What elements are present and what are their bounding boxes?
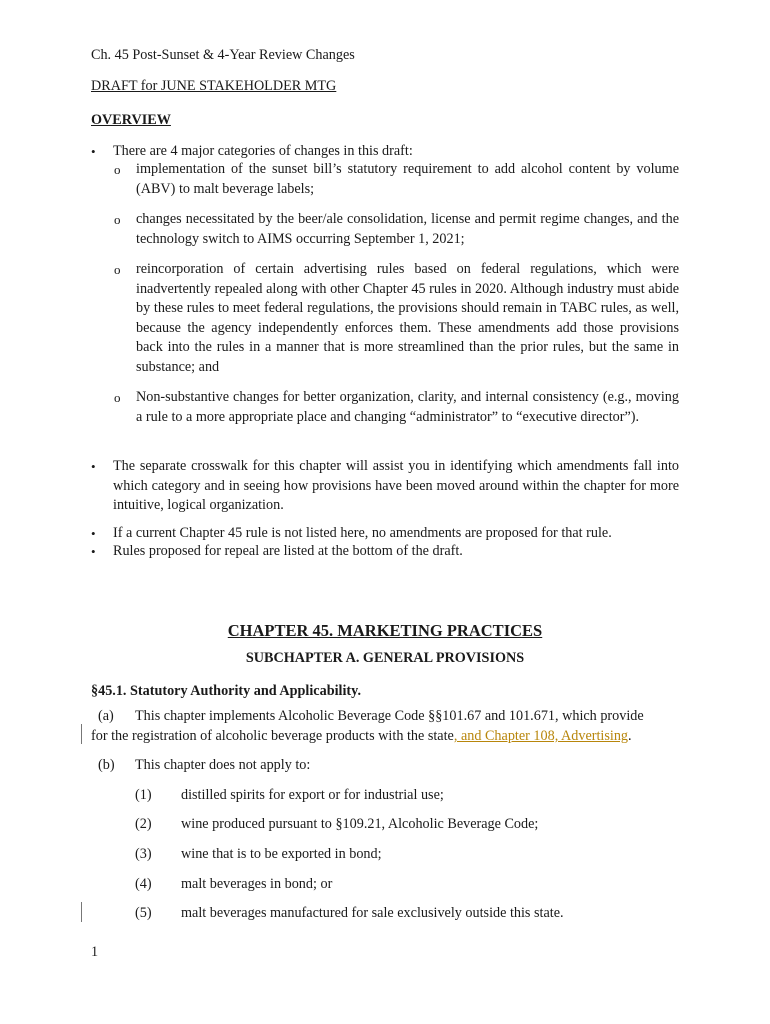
sub-bullet-marker: o [114, 262, 121, 277]
subsection-a-text: This chapter implements Alcoholic Beverage Code §§101.67 and 101.671, which provide [135, 708, 644, 724]
sub-bullet-text: implementation of the sunset bill’s statutory requirement to add alcohol content by volume (ABV) to malt beverage labels; [136, 161, 679, 197]
change-bar [81, 724, 82, 744]
subsection-a-text-line2: for the registration of alcoholic beverage products with the state [91, 728, 454, 744]
sub-bullet-marker: o [114, 212, 121, 227]
subsection-a-label: (a) [98, 708, 114, 724]
change-bar [81, 902, 82, 922]
page-number: 1 [91, 944, 99, 960]
draft-label: DRAFT for JUNE STAKEHOLDER MTG [91, 78, 337, 94]
item-number: (5) [135, 905, 152, 921]
subsection-a-period: . [628, 728, 632, 744]
sub-bullet-marker: o [114, 390, 121, 405]
item-text: malt beverages in bond; or [181, 876, 333, 892]
sub-bullet-text: changes necessitated by the beer/ale consolidation, license and permit regime changes, and the technology switch to AIMS occurring September 1, 2021; [136, 211, 679, 247]
inserted-text: , and Chapter 108, Advertising [453, 728, 629, 744]
bullet-text: There are 4 major categories of changes in this draft: [113, 143, 413, 159]
bullet-text: The separate crosswalk for this chapter will assist you in identifying which amendments fall into which category and in seeing how provisions have been moved around within the chapter for more intuitive, logical organization. [113, 458, 679, 513]
item-text: wine produced pursuant to §109.21, Alcoholic Beverage Code; [181, 816, 539, 832]
item-text: wine that is to be exported in bond; [181, 846, 382, 862]
item-text: distilled spirits for export or for industrial use; [181, 787, 444, 803]
subsection-b-label: (b) [98, 757, 115, 773]
bullet-marker: • [91, 544, 96, 559]
bullet-text: If a current Chapter 45 rule is not listed here, no amendments are proposed for that rule. [113, 525, 612, 541]
bullet-marker: • [91, 459, 96, 474]
sub-bullet-text: Non-substantive changes for better organization, clarity, and internal consistency (e.g., moving a rule to a more appropriate place and changing “administrator” to “executive director”). [136, 389, 679, 425]
subsection-a-continued [91, 727, 632, 747]
section-title: §45.1. Statutory Authority and Applicability. [91, 683, 361, 699]
item-number: (1) [135, 787, 152, 803]
subchapter-title: SUBCHAPTER A. GENERAL PROVISIONS [245, 650, 525, 666]
sub-bullet-marker: o [114, 162, 121, 177]
bullet-text: Rules proposed for repeal are listed at the bottom of the draft. [113, 543, 463, 559]
bullet-marker: • [91, 144, 96, 159]
sub-bullet-text: reincorporation of certain advertising rules based on federal regulations, which were inadvertently repealed along with other Chapter 45 rules in 2020. Although industry must abide by these rules to meet federal regulations, the provisions should remain in TABC rules, as well, because the agency independently enforces them. These amendments add those provisions back into the rules in a manner that is more streamlined than the prior rules, but the same in substance; and [136, 261, 679, 375]
overview-heading: OVERVIEW [91, 112, 171, 128]
document-title: Ch. 45 Post-Sunset & 4-Year Review Changes [91, 47, 355, 63]
item-number: (4) [135, 876, 152, 892]
item-text: malt beverages manufactured for sale exclusively outside this state. [181, 905, 564, 921]
item-number: (2) [135, 816, 152, 832]
bullet-marker: • [91, 526, 96, 541]
subsection-b-text: This chapter does not apply to: [135, 757, 311, 773]
item-number: (3) [135, 846, 152, 862]
chapter-title: CHAPTER 45. MARKETING PRACTICES [227, 621, 543, 640]
